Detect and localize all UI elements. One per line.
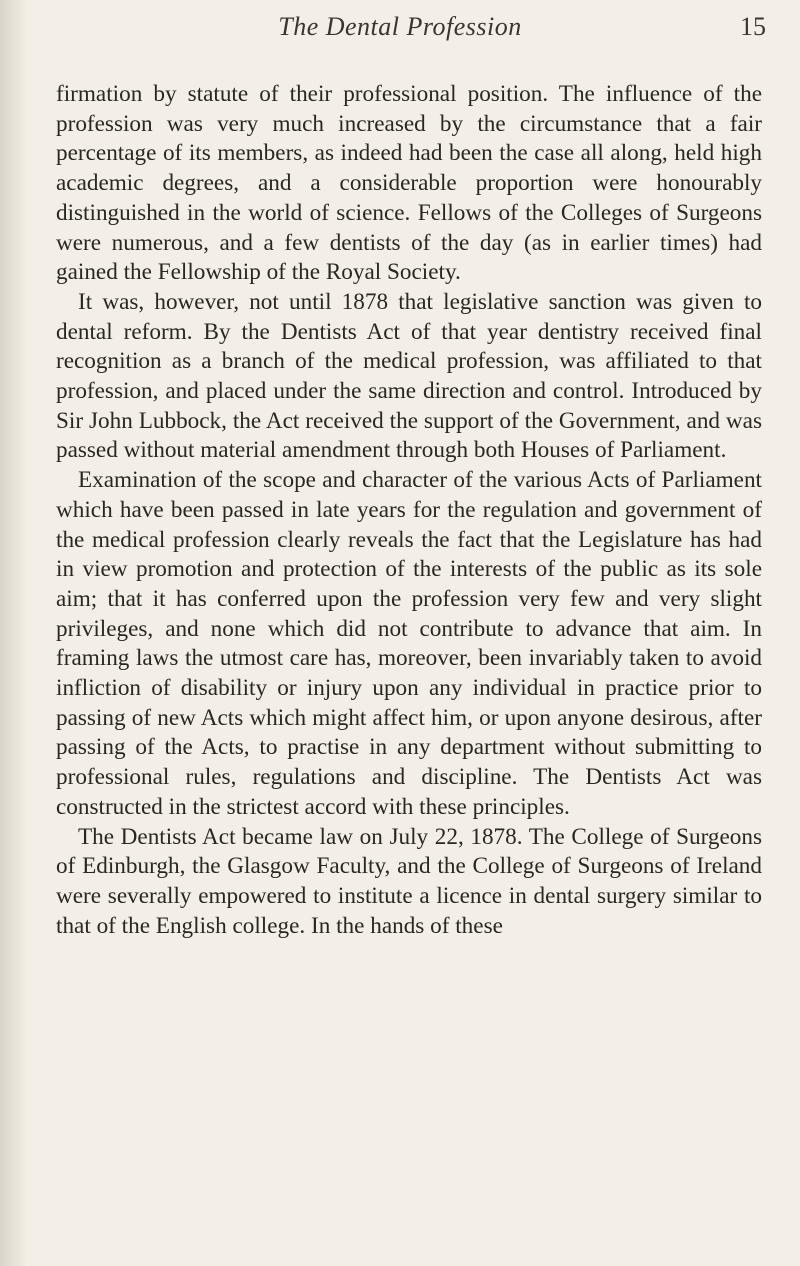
running-title: The Dental Profession [278, 12, 522, 41]
body-text [56, 80, 762, 941]
paragraph-act-became-law: The Dentists Act became law on July 22, 1878. The College of Surgeons of Edinburgh, the Glasgow Faculty, and the College of Surgeons of Ireland were severally empowered to institute a licence in dental surgery similar to that of the English college. In the hands of these [56, 823, 762, 939]
paragraph-dentists-act-1878: It was, however, not until 1878 that legislative sanction was given to dental reform. By the Dentists Act of that year dentistry received final recognition as a branch of the medical profession, was affiliated to that profession, and placed under the same direction and control. Introduced by Sir John Lubbock, the Act received the support of the Government, and was passed without material amendment through both Houses of Parliament. [56, 288, 762, 464]
paragraph-examination-of-acts: Examination of the scope and character of the various Acts of Parliament which have been passed in late years for the regulation and government of the medical profession clearly reveals the fact that the Legislature has had in view promotion and protection of the interests of the public as its sole aim; that it has conferred upon the profession very few and very slight privileges, and none which did not contribute to advance that aim. In framing laws the utmost care has, moreover, been invariably taken to avoid infliction of disability or injury upon any individual in practice prior to passing of new Acts which might affect him, or upon anyone desirous, after passing of the Acts, to practise in any department without submitting to professional rules, regulations and discipline. The Dentists Act was constructed in the strictest accord with these principles. [56, 467, 762, 820]
paragraph-continued: firmation by statute of their professional position. The influence of the profession was very much increased by the circumstance that a fair percentage of its members, as indeed had been the case all along, held high academic degrees, and a considerable proportion were honourably distinguished in the world of science. Fellows of the Colleges of Surgeons were numerous, and a few dentists of the day (as in earlier times) had gained the Fellowship of the Royal Society. [56, 81, 762, 286]
page-number: 15 [740, 12, 766, 41]
running-head [0, 12, 800, 52]
binding-gutter-shadow [0, 0, 28, 1266]
